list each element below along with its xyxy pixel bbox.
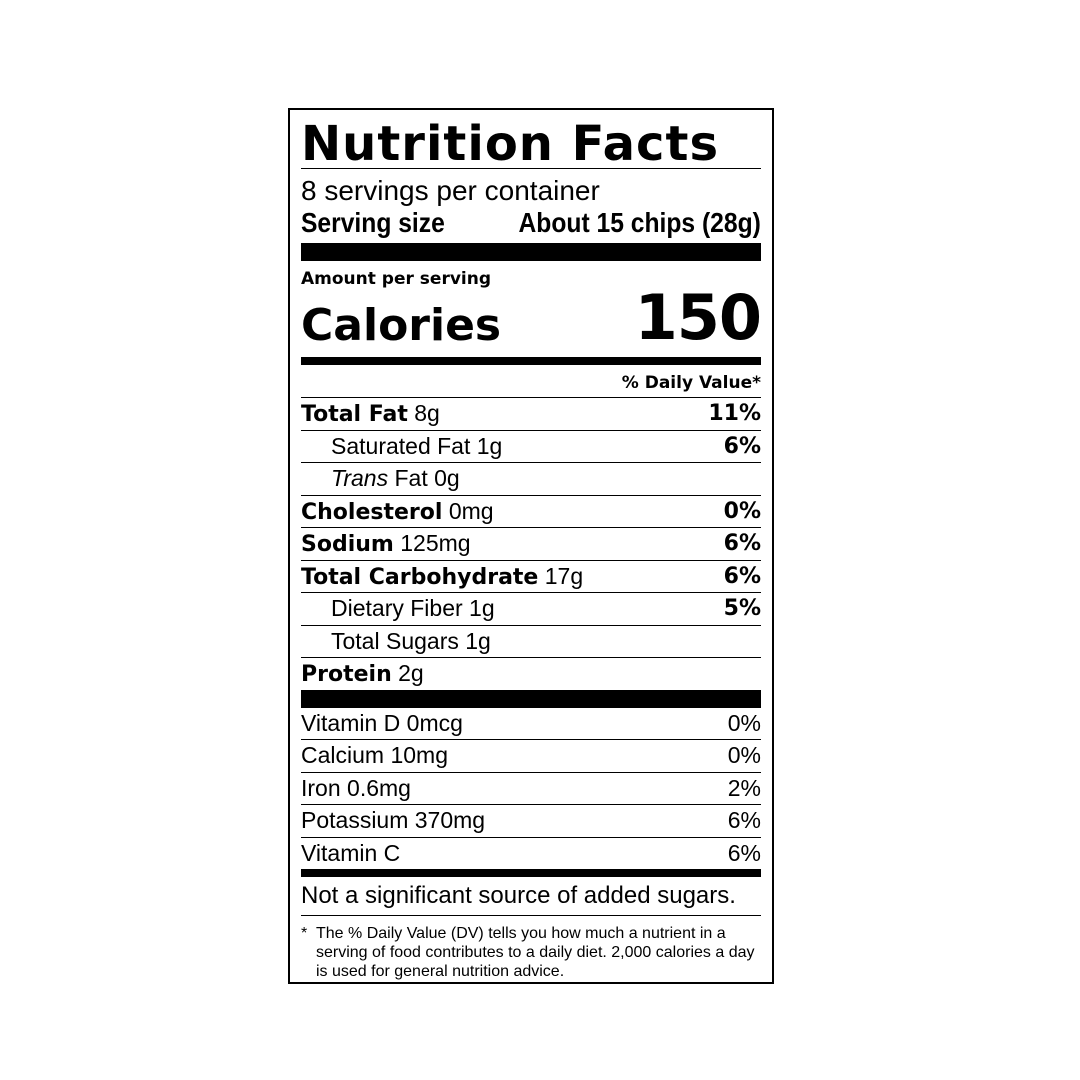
vitamin-name: Iron 0.6mg [301, 774, 411, 801]
vitamin-row-potassium [301, 804, 761, 837]
serving-size-label: Serving size [301, 207, 445, 238]
nutrient-amount: 0mg [448, 497, 494, 524]
vitamin-row-vitamin-c [301, 837, 761, 870]
footnote-text: The % Daily Value (DV) tells you how much a nutrient in a serving of food contributes to a daily diet. 2,000 calories a day is used for general nutrition advice. [316, 925, 755, 980]
vitamin-dv: 0% [727, 742, 761, 769]
nutrient-name: Total Carbohydrate [301, 564, 539, 590]
medium-divider [301, 869, 761, 877]
nutrient-dv: 6% [723, 563, 761, 589]
nutrient-amount: 2g [398, 660, 424, 687]
vitamin-dv: 6% [727, 839, 761, 866]
nutrient-name: Sodium [301, 532, 394, 558]
nutrient-row-saturated-fat [301, 430, 761, 463]
nutrient-amount: Fat 0g [394, 465, 460, 492]
serving-size-row [301, 207, 761, 239]
serving-size-value: About 15 chips (28g) [518, 207, 761, 238]
nutrient-row-dietary-fiber [301, 592, 761, 625]
vitamin-name: Vitamin D 0mcg [301, 709, 463, 736]
calories-label: Calories [301, 300, 502, 351]
nutrient-name: Dietary Fiber [331, 595, 463, 622]
vitamin-dv: 6% [727, 807, 761, 834]
servings-per-container: 8 servings per container [301, 175, 600, 206]
nutrient-row-total-fat [301, 397, 761, 430]
nutrient-amount: 1g [469, 595, 495, 622]
nutrient-dv: 11% [708, 401, 761, 427]
nutrient-dv: 5% [723, 596, 761, 622]
nutrient-amount: 1g [476, 432, 503, 459]
nutrient-name: Protein [301, 662, 392, 688]
label-title: Nutrition Facts [301, 116, 720, 168]
thick-divider [301, 243, 761, 261]
nutrient-row-total-carbohydrate [301, 560, 761, 593]
nutrient-dv: 6% [723, 433, 761, 459]
nutrient-row-protein [301, 657, 761, 690]
daily-value-header: % Daily Value* [621, 373, 761, 393]
nutrient-dv: 6% [723, 531, 761, 557]
vitamin-dv: 0% [727, 709, 761, 736]
nutrient-row-trans-fat [301, 462, 761, 495]
nutrient-amount: 17g [544, 562, 584, 589]
nutrient-name: Cholesterol [301, 499, 443, 525]
vitamin-dv: 2% [727, 774, 761, 801]
vitamin-name: Vitamin C [301, 839, 401, 866]
nutrient-row-sodium [301, 527, 761, 560]
nutrient-name: Saturated Fat [331, 432, 471, 459]
vitamin-name: Calcium 10mg [301, 742, 448, 769]
vitamin-row-iron [301, 772, 761, 805]
vitamin-name: Potassium 370mg [301, 807, 486, 834]
vitamin-row-calcium [301, 739, 761, 772]
vitamin-row-vitamin-d [301, 708, 761, 740]
nutrition-facts-label [288, 108, 774, 984]
added-sugars-note: Not a significant source of added sugars. [301, 882, 736, 909]
thick-divider [301, 690, 761, 708]
calories-row [301, 281, 761, 354]
nutrient-row-total-sugars [301, 625, 761, 658]
nutrient-name: Trans [331, 465, 389, 492]
nutrient-name: Total Sugars [331, 627, 459, 654]
calories-value: 150 [634, 281, 761, 354]
nutrient-dv: 0% [723, 498, 761, 524]
divider [301, 168, 761, 169]
nutrient-amount: 125mg [400, 530, 471, 557]
nutrient-amount: 8g [414, 400, 440, 427]
medium-divider [301, 357, 761, 365]
daily-value-footnote [301, 916, 761, 981]
footnote-asterisk: * [301, 925, 308, 942]
nutrient-row-cholesterol [301, 495, 761, 528]
nutrient-amount: 1g [465, 627, 491, 654]
amount-per-serving: Amount per serving [301, 269, 492, 289]
nutrient-name: Total Fat [301, 402, 408, 428]
